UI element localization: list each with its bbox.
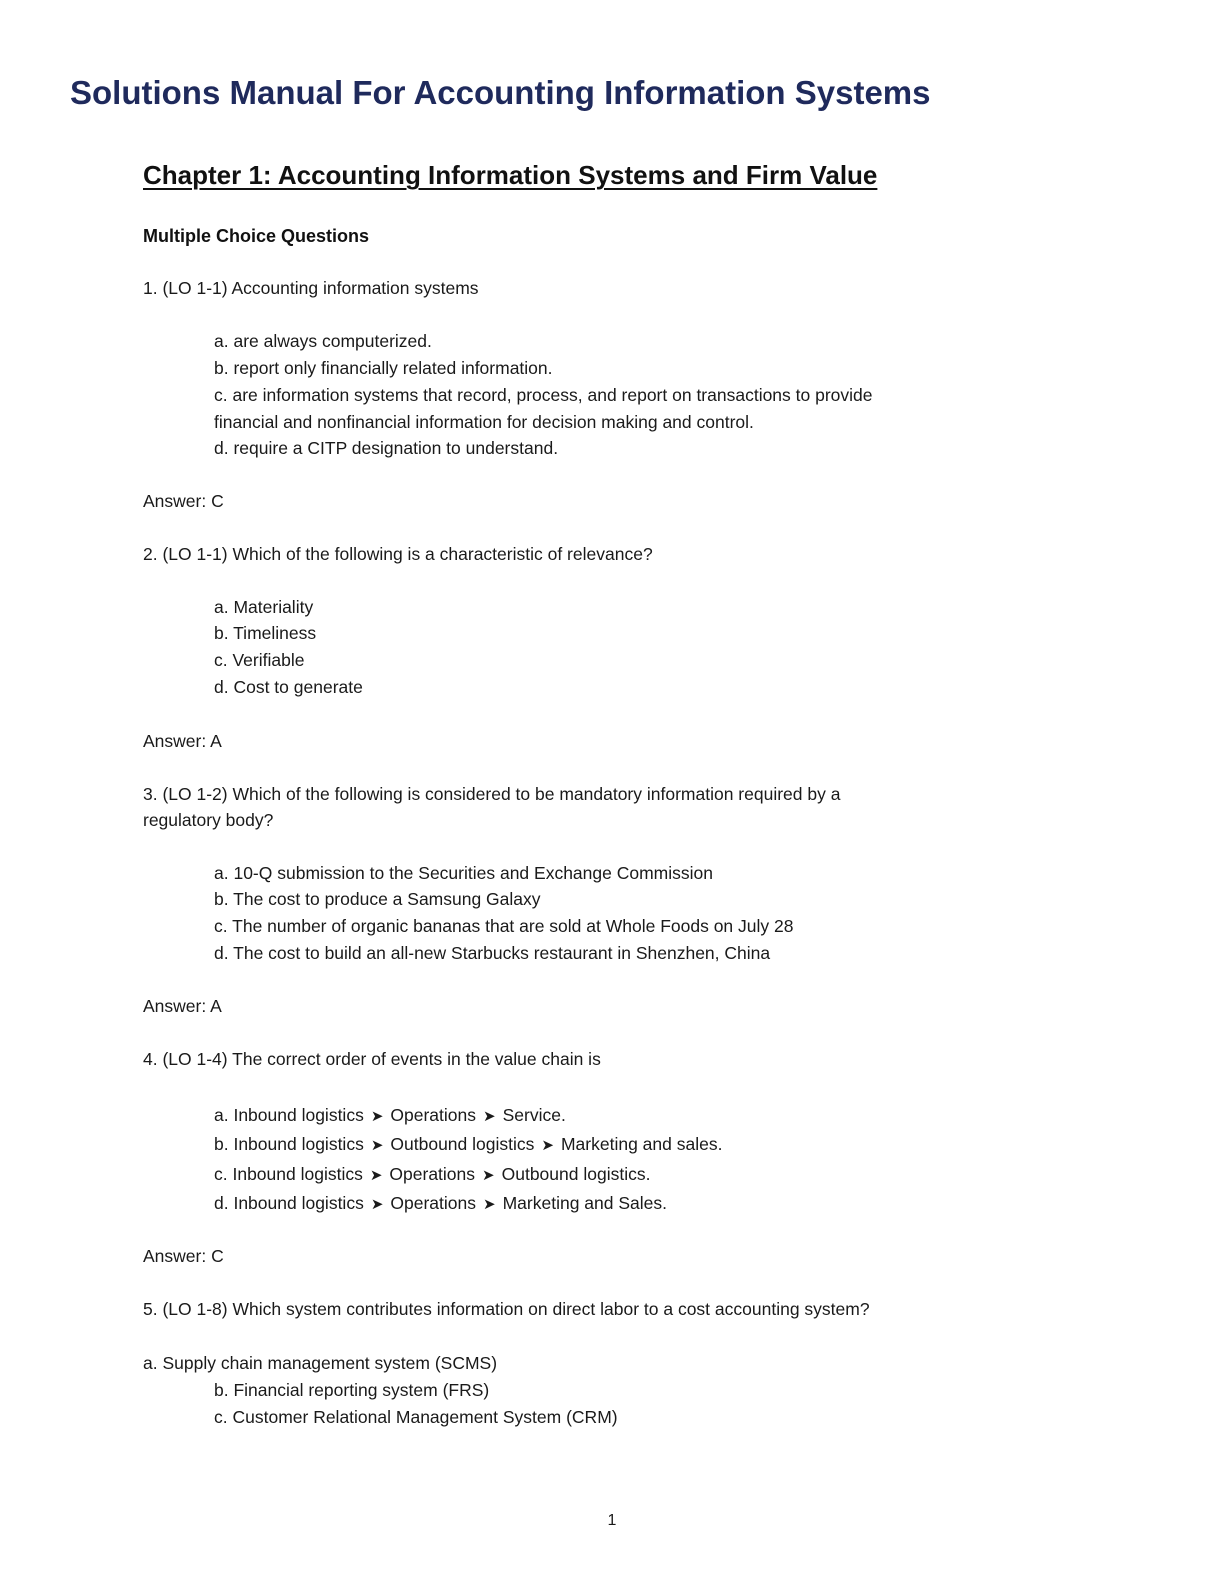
- question-2-option-b: b. Timeliness: [214, 623, 317, 643]
- value-chain-step: Operations: [389, 1164, 476, 1184]
- arrow-right-icon: ➤: [370, 1137, 384, 1154]
- value-chain-step: b. Inbound logistics: [214, 1134, 364, 1154]
- question-4-option-a: [214, 1104, 566, 1128]
- question-2-answer: Answer: A: [143, 731, 222, 751]
- question-3-option-c: c. The number of organic bananas that are sold at Whole Foods on July 28: [214, 916, 794, 936]
- value-chain-step: Outbound logistics.: [501, 1164, 651, 1184]
- section-heading: Multiple Choice Questions: [143, 226, 370, 246]
- value-chain-step: Operations: [390, 1105, 477, 1125]
- question-1-option-a: a. are always computerized.: [214, 331, 432, 351]
- question-2-option-d: d. Cost to generate: [214, 677, 363, 697]
- question-1-answer: Answer: C: [143, 491, 224, 511]
- question-4-answer: Answer: C: [143, 1246, 224, 1266]
- question-5-stem: 5. (LO 1-8) Which system contributes information on direct labor to a cost accounting system?: [143, 1299, 870, 1319]
- document-title: Solutions Manual For Accounting Information Systems: [70, 74, 931, 111]
- arrow-right-icon: ➤: [541, 1137, 554, 1154]
- question-4-option-b: [214, 1133, 722, 1157]
- question-2-option-a: a. Materiality: [214, 597, 314, 617]
- arrow-right-icon: ➤: [369, 1167, 383, 1184]
- question-5-option-a: a. Supply chain management system (SCMS): [143, 1353, 498, 1373]
- question-3-stem: 3. (LO 1-2) Which of the following is considered to be mandatory information required by a: [143, 784, 841, 804]
- question-1-stem: 1. (LO 1-1) Accounting information systems: [143, 278, 479, 298]
- value-chain-step: Service.: [502, 1105, 566, 1125]
- question-2-option-c: c. Verifiable: [214, 650, 305, 670]
- question-4-option-d: [214, 1192, 667, 1216]
- question-2-stem: 2. (LO 1-1) Which of the following is a characteristic of relevance?: [143, 544, 653, 564]
- question-5-option-b: b. Financial reporting system (FRS): [214, 1380, 490, 1400]
- arrow-right-icon: ➤: [370, 1196, 384, 1213]
- arrow-right-icon: ➤: [483, 1196, 496, 1213]
- arrow-right-icon: ➤: [482, 1167, 495, 1184]
- value-chain-step: a. Inbound logistics: [214, 1105, 364, 1125]
- question-1-option-b: b. report only financially related information.: [214, 358, 553, 378]
- question-3-option-b: b. The cost to produce a Samsung Galaxy: [214, 889, 541, 909]
- value-chain-step: Outbound logistics: [390, 1134, 535, 1154]
- value-chain-step: Marketing and Sales.: [502, 1193, 667, 1213]
- question-3-answer: Answer: A: [143, 996, 222, 1016]
- value-chain-step: d. Inbound logistics: [214, 1193, 364, 1213]
- arrow-right-icon: ➤: [483, 1108, 496, 1125]
- question-3-option-a: a. 10-Q submission to the Securities and Exchange Commission: [214, 863, 713, 883]
- question-3-stem-continued: regulatory body?: [143, 810, 274, 830]
- value-chain-step: Operations: [390, 1193, 477, 1213]
- value-chain-step: c. Inbound logistics: [214, 1164, 363, 1184]
- question-4-stem: 4. (LO 1-4) The correct order of events in the value chain is: [143, 1049, 601, 1069]
- chapter-title: Chapter 1: Accounting Information Systems and Firm Value: [143, 160, 878, 190]
- question-5-option-c: c. Customer Relational Management System (CRM): [214, 1407, 618, 1427]
- question-3-option-d: d. The cost to build an all-new Starbucks restaurant in Shenzhen, China: [214, 943, 771, 963]
- question-1-option-d: d. require a CITP designation to understand.: [214, 438, 559, 458]
- question-1-option-c: c. are information systems that record, process, and report on transactions to provide: [214, 385, 873, 405]
- question-4-option-c: [214, 1163, 650, 1187]
- value-chain-step: Marketing and sales.: [560, 1134, 723, 1154]
- arrow-right-icon: ➤: [370, 1108, 384, 1125]
- page-number: 1: [607, 1512, 617, 1529]
- question-1-option-c-continued: financial and nonfinancial information for decision making and control.: [214, 412, 754, 432]
